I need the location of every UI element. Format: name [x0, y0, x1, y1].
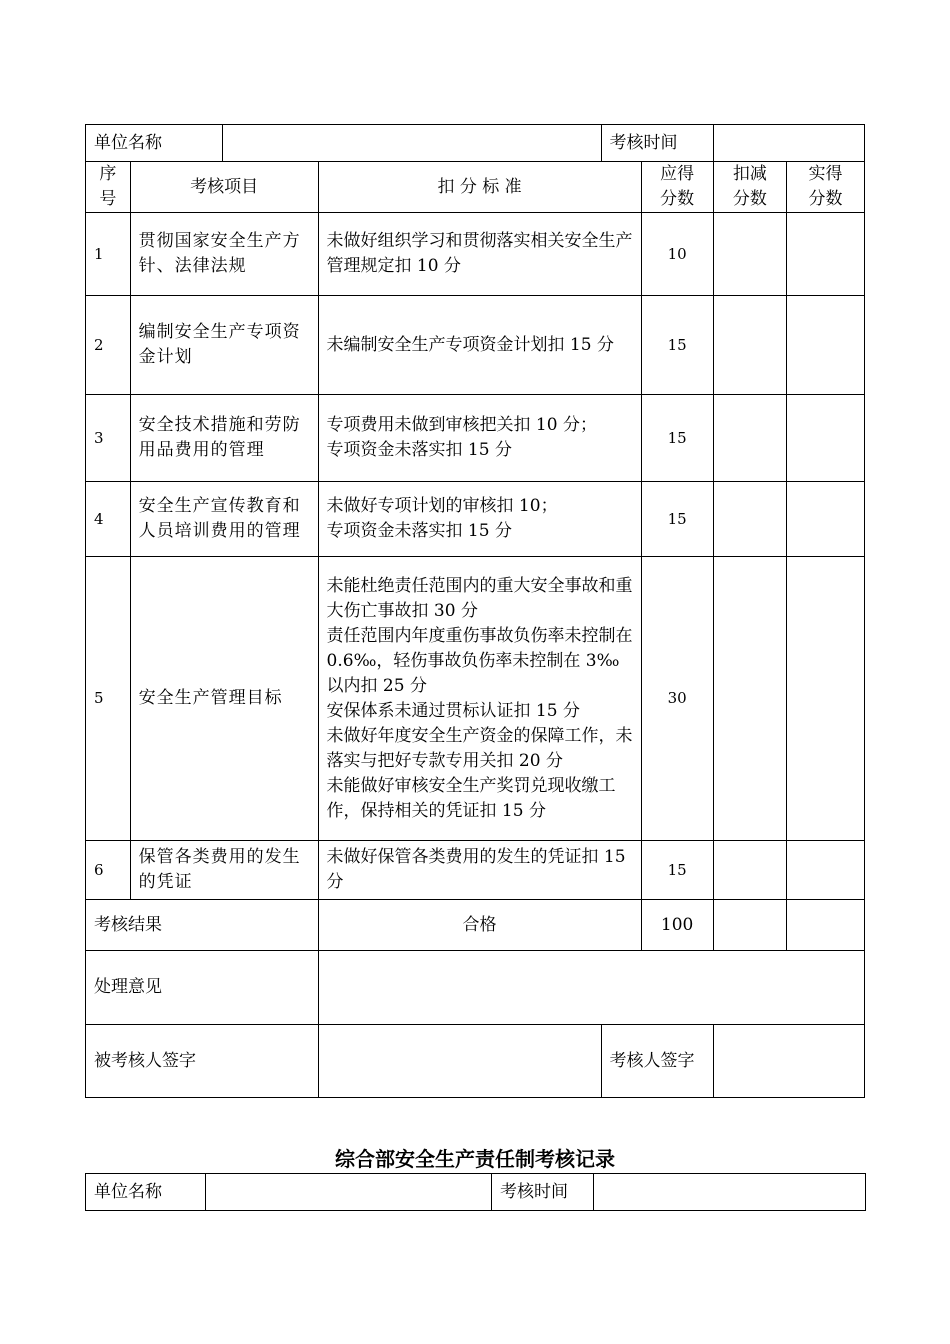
row-score: 10 [641, 213, 713, 296]
header-full-score: 应得 分数 [641, 162, 713, 213]
row-item: 贯彻国家安全生产方针、法律法规 [130, 213, 318, 296]
examiner-sign-field[interactable] [713, 1025, 864, 1098]
row-actual[interactable] [787, 557, 865, 841]
opinion-field[interactable] [318, 951, 864, 1025]
row-actual[interactable] [787, 482, 865, 557]
unit-name-label: 单位名称 [86, 1174, 206, 1211]
row-seq: 3 [86, 395, 131, 482]
row-standard: 未编制安全生产专项资金计划扣 15 分 [318, 296, 641, 395]
row-seq: 4 [86, 482, 131, 557]
row-seq: 1 [86, 213, 131, 296]
assess-time-field[interactable] [594, 1174, 866, 1211]
header-seq: 序 号 [86, 162, 131, 213]
header-row [86, 162, 865, 213]
row-standard: 未做好保管各类费用的发生的凭证扣 15 分 [318, 841, 641, 900]
result-total: 100 [641, 900, 713, 951]
header-deduct: 扣减 分数 [713, 162, 786, 213]
table-row [86, 395, 865, 482]
row-item: 安全生产宣传教育和人员培训费用的管理 [130, 482, 318, 557]
table-row [86, 296, 865, 395]
unit-info-row [86, 125, 865, 162]
assess-time-label: 考核时间 [601, 125, 713, 162]
examinee-sign-label: 被考核人签字 [86, 1025, 319, 1098]
row-score: 15 [641, 395, 713, 482]
table-row [86, 213, 865, 296]
row-standard: 未能杜绝责任范围内的重大安全事故和重大伤亡事故扣 30 分 责任范围内年度重伤事故负伤率未控制在 0.6‰，轻伤事故负伤率未控制在 3‰以内扣 25 分 安保体系未通过贯标认证扣 15 分 未做好年度安全生产资金的保障工作，未落实与把好专款专用关扣 20 分 未能做好审核安全生产奖罚兑现收缴工作，保持相关的凭证扣 15 分 [318, 557, 641, 841]
row-score: 15 [641, 841, 713, 900]
row-seq: 5 [86, 557, 131, 841]
signature-row [86, 1025, 865, 1098]
second-form-table [85, 1173, 866, 1211]
assess-time-field[interactable] [713, 125, 864, 162]
row-item: 安全技术措施和劳防用品费用的管理 [130, 395, 318, 482]
header-actual: 实得 分数 [787, 162, 865, 213]
row-actual[interactable] [787, 395, 865, 482]
row-deduct[interactable] [713, 482, 786, 557]
unit-info-row [86, 1174, 866, 1211]
table-row [86, 482, 865, 557]
assessment-table [85, 124, 865, 1098]
row-item: 编制安全生产专项资金计划 [130, 296, 318, 395]
row-deduct[interactable] [713, 557, 786, 841]
row-standard: 专项费用未做到审核把关扣 10 分； 专项资金未落实扣 15 分 [318, 395, 641, 482]
unit-name-field[interactable] [206, 1174, 492, 1211]
unit-name-field[interactable] [223, 125, 601, 162]
row-standard: 未做好组织学习和贯彻落实相关安全生产管理规定扣 10 分 [318, 213, 641, 296]
table-row [86, 557, 865, 841]
result-deduct[interactable] [713, 900, 786, 951]
row-score: 15 [641, 482, 713, 557]
opinion-label: 处理意见 [86, 951, 319, 1025]
row-actual[interactable] [787, 841, 865, 900]
row-item: 保管各类费用的发生的凭证 [130, 841, 318, 900]
result-label: 考核结果 [86, 900, 319, 951]
row-seq: 2 [86, 296, 131, 395]
row-score: 30 [641, 557, 713, 841]
row-actual[interactable] [787, 213, 865, 296]
row-deduct[interactable] [713, 395, 786, 482]
result-value: 合格 [318, 900, 641, 951]
row-item: 安全生产管理目标 [130, 557, 318, 841]
result-actual[interactable] [787, 900, 865, 951]
row-deduct[interactable] [713, 296, 786, 395]
row-score: 15 [641, 296, 713, 395]
assess-time-label: 考核时间 [492, 1174, 594, 1211]
table-row [86, 841, 865, 900]
form-title: 综合部安全生产责任制考核记录 [335, 1147, 615, 1171]
examiner-sign-label: 考核人签字 [601, 1025, 713, 1098]
header-standard: 扣 分 标 准 [318, 162, 641, 213]
row-deduct[interactable] [713, 841, 786, 900]
row-seq: 6 [86, 841, 131, 900]
header-item: 考核项目 [130, 162, 318, 213]
result-row [86, 900, 865, 951]
examinee-sign-field[interactable] [318, 1025, 601, 1098]
row-actual[interactable] [787, 296, 865, 395]
row-deduct[interactable] [713, 213, 786, 296]
row-standard: 未做好专项计划的审核扣 10； 专项资金未落实扣 15 分 [318, 482, 641, 557]
unit-name-label: 单位名称 [86, 125, 223, 162]
opinion-row [86, 951, 865, 1025]
